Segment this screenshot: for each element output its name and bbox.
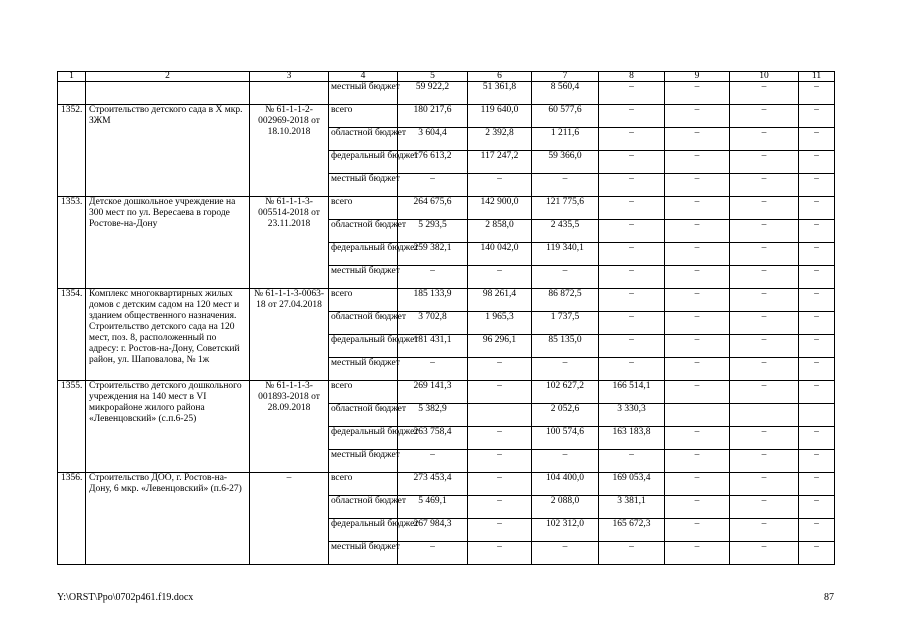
amount-cell: – [665, 542, 730, 565]
project-name: Детское дошкольное учреждение на 300 мест по ул. Вересаева в городе Ростове-на-Дону [86, 197, 250, 289]
amount-cell: – [730, 496, 799, 519]
funding-source-label: областной бюджет [329, 496, 398, 519]
amount-cell: 2 088,0 [532, 496, 599, 519]
amount-cell: – [532, 266, 599, 289]
budget-table [57, 71, 835, 565]
amount-cell: 104 400,0 [532, 473, 599, 496]
funding-source-label: местный бюджет [329, 266, 398, 289]
amount-cell: – [730, 289, 799, 312]
amount-cell: 140 042,0 [468, 243, 532, 266]
amount-cell: 117 247,2 [468, 151, 532, 174]
amount-cell: – [730, 151, 799, 174]
amount-cell: 259 382,1 [398, 243, 468, 266]
amount-cell: 180 217,6 [398, 105, 468, 128]
expertise-reference: № 61-1-1-3-001893-2018 от 28.09.2018 [250, 381, 329, 473]
amount-cell: – [665, 427, 730, 450]
amount-cell: – [665, 174, 730, 197]
funding-source-label: областной бюджет [329, 220, 398, 243]
amount-cell: 163 183,8 [599, 427, 665, 450]
amount-cell: – [665, 197, 730, 220]
project-name: Комплекс многоквартирных жилых домов с детским садом на 120 мест и зданием общественного назначения. Строительство детского сада на 120 мест, поз. 8, расположенный по адресу: г. Ростов-на-Дону, Советский район, ул. Шаповалова, № 1ж [86, 289, 250, 381]
funding-source-label: местный бюджет [329, 450, 398, 473]
amount-cell: – [799, 542, 835, 565]
amount-cell: 5 469,1 [398, 496, 468, 519]
amount-cell: – [730, 473, 799, 496]
amount-cell: – [730, 243, 799, 266]
amount-cell: 267 984,3 [398, 519, 468, 542]
amount-cell: – [599, 82, 665, 105]
amount-cell: – [468, 450, 532, 473]
amount-cell: 181 431,1 [398, 335, 468, 358]
amount-cell: – [665, 243, 730, 266]
amount-cell: 263 758,4 [398, 427, 468, 450]
project-name: Строительство детского дошкольного учреждения на 140 мест в VI микрорайоне жилого района «Левенцовский» (с.п.6-25) [86, 381, 250, 473]
amount-cell: 2 435,5 [532, 220, 599, 243]
funding-source-label: областной бюджет [329, 312, 398, 335]
amount-cell: 3 702,8 [398, 312, 468, 335]
amount-cell: – [599, 105, 665, 128]
funding-source-label: всего [329, 473, 398, 496]
amount-cell: – [665, 128, 730, 151]
amount-cell: – [599, 128, 665, 151]
amount-cell: – [665, 266, 730, 289]
funding-source-label: федеральный бюджет [329, 519, 398, 542]
amount-cell: – [665, 519, 730, 542]
amount-cell: – [599, 312, 665, 335]
amount-cell: 96 296,1 [468, 335, 532, 358]
amount-cell: – [532, 174, 599, 197]
expertise-reference: № 61-1-1-3-0063-18 от 27.04.2018 [250, 289, 329, 381]
empty-cell [86, 82, 250, 105]
amount-cell: – [599, 243, 665, 266]
amount-cell: – [799, 450, 835, 473]
funding-source-label: областной бюджет [329, 404, 398, 427]
amount-cell: 86 872,5 [532, 289, 599, 312]
table-row [58, 381, 835, 404]
amount-cell: 3 381,1 [599, 496, 665, 519]
table-row [58, 473, 835, 496]
amount-cell: – [799, 105, 835, 128]
column-number-cell: 8 [599, 72, 665, 82]
amount-cell: 176 613,2 [398, 151, 468, 174]
amount-cell: – [730, 105, 799, 128]
amount-cell: – [599, 197, 665, 220]
amount-cell: – [665, 450, 730, 473]
column-number-cell: 4 [329, 72, 398, 82]
amount-cell: 59 922,2 [398, 82, 468, 105]
amount-cell: 269 141,3 [398, 381, 468, 404]
amount-cell: 169 053,4 [599, 473, 665, 496]
amount-cell: – [665, 335, 730, 358]
amount-cell: 2 858,0 [468, 220, 532, 243]
amount-cell: – [730, 427, 799, 450]
amount-cell: – [799, 151, 835, 174]
amount-cell: 264 675,6 [398, 197, 468, 220]
funding-source-label: местный бюджет [329, 174, 398, 197]
amount-cell: – [730, 381, 799, 404]
amount-cell: – [468, 381, 532, 404]
entry-number: 1355. [58, 381, 86, 473]
amount-cell: – [730, 82, 799, 105]
amount-cell: – [730, 519, 799, 542]
amount-cell: 119 640,0 [468, 105, 532, 128]
amount-cell: – [799, 496, 835, 519]
amount-cell [730, 404, 799, 427]
amount-cell: 273 453,4 [398, 473, 468, 496]
entry-number: 1353. [58, 197, 86, 289]
amount-cell: – [730, 266, 799, 289]
amount-cell: – [665, 289, 730, 312]
funding-source-label: всего [329, 105, 398, 128]
amount-cell [799, 404, 835, 427]
amount-cell: 2 052,6 [532, 404, 599, 427]
amount-cell: – [599, 289, 665, 312]
amount-cell: – [730, 450, 799, 473]
column-number-cell: 7 [532, 72, 599, 82]
funding-source-label: всего [329, 381, 398, 404]
amount-cell: 60 577,6 [532, 105, 599, 128]
amount-cell: – [730, 128, 799, 151]
page-number: 87 [824, 592, 834, 603]
amount-cell: – [398, 174, 468, 197]
amount-cell: – [665, 496, 730, 519]
amount-cell: 85 135,0 [532, 335, 599, 358]
amount-cell: – [665, 220, 730, 243]
table-row [58, 289, 835, 312]
amount-cell: – [599, 358, 665, 381]
column-number-cell: 11 [799, 72, 835, 82]
amount-cell: – [599, 542, 665, 565]
amount-cell: – [599, 151, 665, 174]
amount-cell [468, 404, 532, 427]
amount-cell: 142 900,0 [468, 197, 532, 220]
amount-cell: – [799, 266, 835, 289]
amount-cell: 1 737,5 [532, 312, 599, 335]
amount-cell: – [532, 450, 599, 473]
amount-cell: 59 366,0 [532, 151, 599, 174]
footer-file-path: Y:\ORST\Ppo\0702p461.f19.docx [57, 592, 194, 603]
amount-cell: – [730, 358, 799, 381]
amount-cell: – [468, 542, 532, 565]
amount-cell: – [799, 381, 835, 404]
amount-cell: – [730, 174, 799, 197]
funding-source-label: федеральный бюджет [329, 243, 398, 266]
amount-cell: 165 672,3 [599, 519, 665, 542]
amount-cell: – [599, 450, 665, 473]
column-number-cell: 10 [730, 72, 799, 82]
amount-cell: – [599, 266, 665, 289]
amount-cell: – [665, 473, 730, 496]
expertise-reference: № 61-1-1-2-002969-2018 от 18.10.2018 [250, 105, 329, 197]
amount-cell: – [468, 266, 532, 289]
amount-cell: – [799, 427, 835, 450]
amount-cell: – [730, 312, 799, 335]
amount-cell: – [799, 128, 835, 151]
empty-cell [58, 82, 86, 105]
funding-source-label: областной бюджет [329, 128, 398, 151]
project-name: Строительство детского сада в X мкр. ЗЖМ [86, 105, 250, 197]
amount-cell: – [799, 243, 835, 266]
empty-cell [250, 82, 329, 105]
funding-source-label: местный бюджет [329, 358, 398, 381]
column-number-cell: 9 [665, 72, 730, 82]
expertise-reference: – [250, 473, 329, 565]
amount-cell: – [398, 542, 468, 565]
amount-cell: – [799, 82, 835, 105]
amount-cell: 5 382,9 [398, 404, 468, 427]
table-row [58, 197, 835, 220]
funding-source-label: федеральный бюджет [329, 427, 398, 450]
funding-source-label: местный бюджет [329, 82, 398, 105]
amount-cell: – [398, 266, 468, 289]
amount-cell: – [665, 381, 730, 404]
amount-cell: – [665, 82, 730, 105]
amount-cell: 119 340,1 [532, 243, 599, 266]
amount-cell: – [468, 358, 532, 381]
funding-source-label: местный бюджет [329, 542, 398, 565]
amount-cell: – [730, 197, 799, 220]
amount-cell: – [799, 174, 835, 197]
column-number-cell: 1 [58, 72, 86, 82]
column-number-cell: 5 [398, 72, 468, 82]
amount-cell [665, 404, 730, 427]
amount-cell: 98 261,4 [468, 289, 532, 312]
amount-cell: – [799, 197, 835, 220]
amount-cell: 100 574,6 [532, 427, 599, 450]
amount-cell: 8 560,4 [532, 82, 599, 105]
amount-cell: – [398, 450, 468, 473]
amount-cell: – [799, 473, 835, 496]
column-number-cell: 3 [250, 72, 329, 82]
continuation-row [58, 82, 835, 105]
amount-cell: – [730, 542, 799, 565]
amount-cell: 3 330,3 [599, 404, 665, 427]
amount-cell: 1 211,6 [532, 128, 599, 151]
amount-cell: – [665, 312, 730, 335]
table-body [58, 72, 835, 565]
amount-cell: 102 312,0 [532, 519, 599, 542]
funding-source-label: всего [329, 197, 398, 220]
amount-cell: – [599, 174, 665, 197]
amount-cell: 121 775,6 [532, 197, 599, 220]
funding-source-label: федеральный бюджет [329, 335, 398, 358]
amount-cell: – [468, 519, 532, 542]
amount-cell: – [665, 105, 730, 128]
funding-source-label: федеральный бюджет [329, 151, 398, 174]
amount-cell: – [799, 289, 835, 312]
entry-number: 1352. [58, 105, 86, 197]
amount-cell: – [532, 542, 599, 565]
amount-cell: – [468, 427, 532, 450]
column-number-cell: 6 [468, 72, 532, 82]
amount-cell: – [730, 220, 799, 243]
amount-cell: 2 392,8 [468, 128, 532, 151]
funding-source-label: всего [329, 289, 398, 312]
amount-cell: 3 604,4 [398, 128, 468, 151]
amount-cell: – [665, 358, 730, 381]
amount-cell: – [468, 496, 532, 519]
column-number-cell: 2 [86, 72, 250, 82]
expertise-reference: № 61-1-1-3-005514-2018 от 23.11.2018 [250, 197, 329, 289]
amount-cell: 5 293,5 [398, 220, 468, 243]
amount-cell: – [799, 335, 835, 358]
amount-cell: – [468, 174, 532, 197]
column-number-row [58, 72, 835, 82]
amount-cell: 102 627,2 [532, 381, 599, 404]
project-name: Строительство ДОО, г. Ростов-на-Дону, 6 мкр. «Левенцовский» (п.6-27) [86, 473, 250, 565]
amount-cell: – [599, 220, 665, 243]
amount-cell: 1 965,3 [468, 312, 532, 335]
amount-cell: – [532, 358, 599, 381]
amount-cell: – [468, 473, 532, 496]
amount-cell: – [665, 151, 730, 174]
amount-cell: – [799, 312, 835, 335]
entry-number: 1356. [58, 473, 86, 565]
entry-number: 1354. [58, 289, 86, 381]
amount-cell: 166 514,1 [599, 381, 665, 404]
amount-cell: 185 133,9 [398, 289, 468, 312]
amount-cell: 51 361,8 [468, 82, 532, 105]
amount-cell: – [599, 335, 665, 358]
amount-cell: – [730, 335, 799, 358]
amount-cell: – [799, 358, 835, 381]
amount-cell: – [398, 358, 468, 381]
amount-cell: – [799, 220, 835, 243]
amount-cell: – [799, 519, 835, 542]
table-row [58, 105, 835, 128]
